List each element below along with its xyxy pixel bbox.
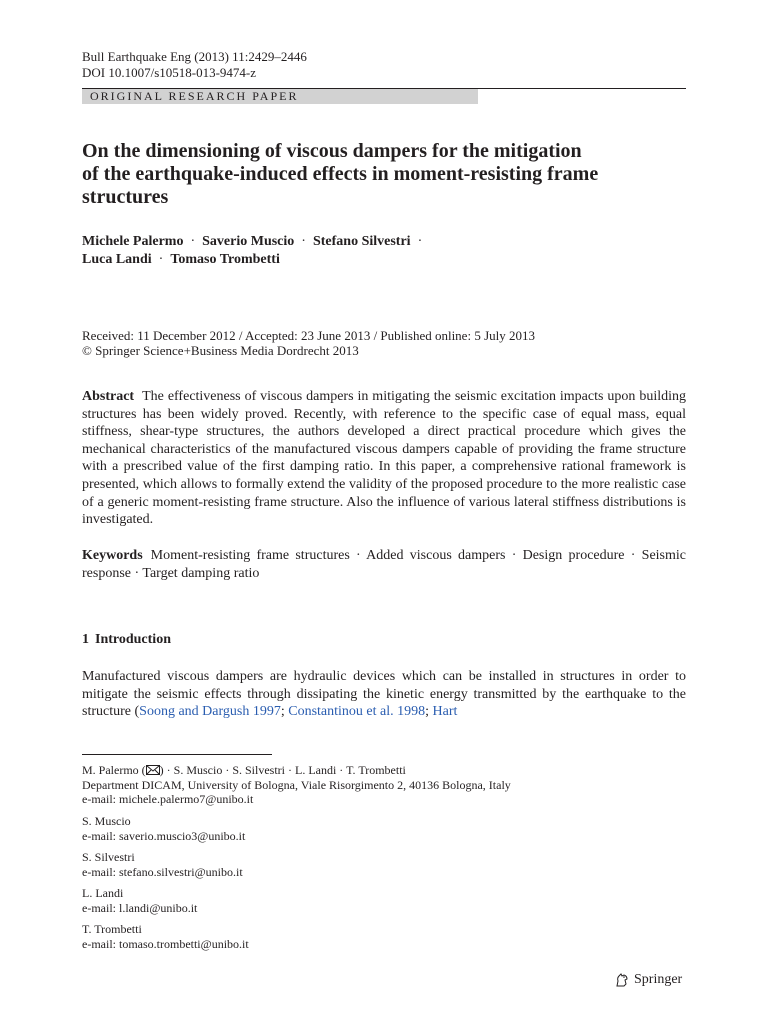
author-separator: · (417, 234, 423, 249)
publisher-name: Springer (634, 972, 683, 987)
keywords-text: Moment-resisting frame structures · Added viscous dampers · Design procedure · Seismic response · Target damping ratio (82, 548, 686, 581)
author-separator: · (301, 234, 306, 249)
paper-type: ORIGINAL RESEARCH PAPER (90, 89, 299, 103)
author-name: Tomaso Trombetti (170, 252, 280, 267)
section-number: 1 (82, 632, 89, 647)
footnote-email: e-mail: tomaso.trombetti@unibo.it (82, 936, 249, 951)
section-heading (82, 632, 171, 648)
footnote-authors: M. Palermo ( ) · S. Muscio · S. Silvestri · L. Landi · T. Trombetti (82, 763, 406, 777)
footnote-author (82, 814, 245, 843)
author-separator: · (158, 252, 164, 267)
journal-citation: Bull Earthquake Eng (2013) 11:2429–2446 (82, 49, 307, 64)
author-line-2 (82, 251, 582, 269)
citation-link[interactable]: Hart (432, 704, 458, 720)
footnote-email: e-mail: stefano.silvestri@unibo.it (82, 864, 243, 879)
section-title: Introduction (95, 632, 171, 647)
author-line-1 (82, 233, 582, 251)
citation-link[interactable]: Soong and Dargush 1997 (139, 704, 281, 720)
abstract-text: The effectiveness of viscous dampers in mitigating the seismic excitation impacts upon building structures has been widely proved. Recently, with reference to the specific case of equal mass, equal stiffness, shear-type structures, the authors developed a direct practical procedure which gives the mechanical characteristics of the manufactured viscous dampers capable of providing the frame structure with a prescribed value of the first damping ratio. In this paper, a comprehensive rational framework is presented, which allows to formally extend the validity of the proposed procedure to the more realistic case of a generic moment-resisting frame structure. Also the influence of various lateral stiffness distributions is investigated. (82, 389, 686, 528)
paper-title: On the dimensioning of viscous dampers for the mitigation of the earthquake-induced effects in moment-resisting frame structures (82, 140, 599, 208)
author-name: Stefano Silvestri (312, 234, 411, 249)
author-name: Michele Palermo (82, 234, 184, 249)
publisher-logo (614, 972, 682, 988)
abstract (82, 388, 686, 529)
footnote-rule (82, 754, 272, 755)
citation-separator: ; (425, 704, 433, 720)
citation-separator: ; (280, 704, 289, 720)
publication-dates (82, 328, 535, 358)
footnote-author (82, 850, 243, 879)
journal-doi: DOI 10.1007/s10518-013-9474-z (82, 65, 257, 80)
author-list (82, 233, 582, 269)
footnote-author (82, 886, 197, 915)
footnote-corresponding (82, 763, 511, 807)
footnote-email: e-mail: l.landi@unibo.it (82, 900, 198, 915)
footnote-name: S. Muscio (82, 814, 131, 828)
keywords (82, 547, 686, 582)
intro-text: Manufactured viscous dampers are hydraulic devices which can be installed in structures in order to mitigate the seismic effects through dissipating the kinetic energy transmitted by the earthquake to the structure ( (82, 669, 686, 720)
footnote-affiliation: Department DICAM, University of Bologna, Viale Risorgimento 2, 40136 Bologna, Italy (82, 777, 511, 792)
author-name: Saverio Muscio (202, 234, 295, 249)
author-name: Luca Landi (82, 252, 152, 267)
date-history: Received: 11 December 2012 / Accepted: 23 June 2013 / Published online: 5 July 2013 (82, 328, 535, 343)
footnote-email: e-mail: saverio.muscio3@unibo.it (82, 828, 246, 843)
abstract-label: Abstract (82, 389, 135, 404)
footnote-name: T. Trombetti (82, 922, 142, 936)
footnote-email: e-mail: michele.palermo7@unibo.it (82, 792, 254, 807)
journal-header (82, 49, 307, 81)
copyright-line: © Springer Science+Business Media Dordrecht 2013 (82, 343, 359, 358)
keywords-label: Keywords (82, 548, 143, 563)
footnote-name: S. Silvestri (82, 850, 135, 864)
footnote-name: L. Landi (82, 886, 124, 900)
intro-paragraph (82, 668, 686, 721)
author-separator: · (190, 234, 196, 249)
envelope-icon (146, 765, 160, 775)
footnote-author (82, 922, 249, 951)
citation-link[interactable]: Constantinou et al. 1998 (288, 704, 426, 720)
springer-horse-icon (614, 972, 630, 988)
